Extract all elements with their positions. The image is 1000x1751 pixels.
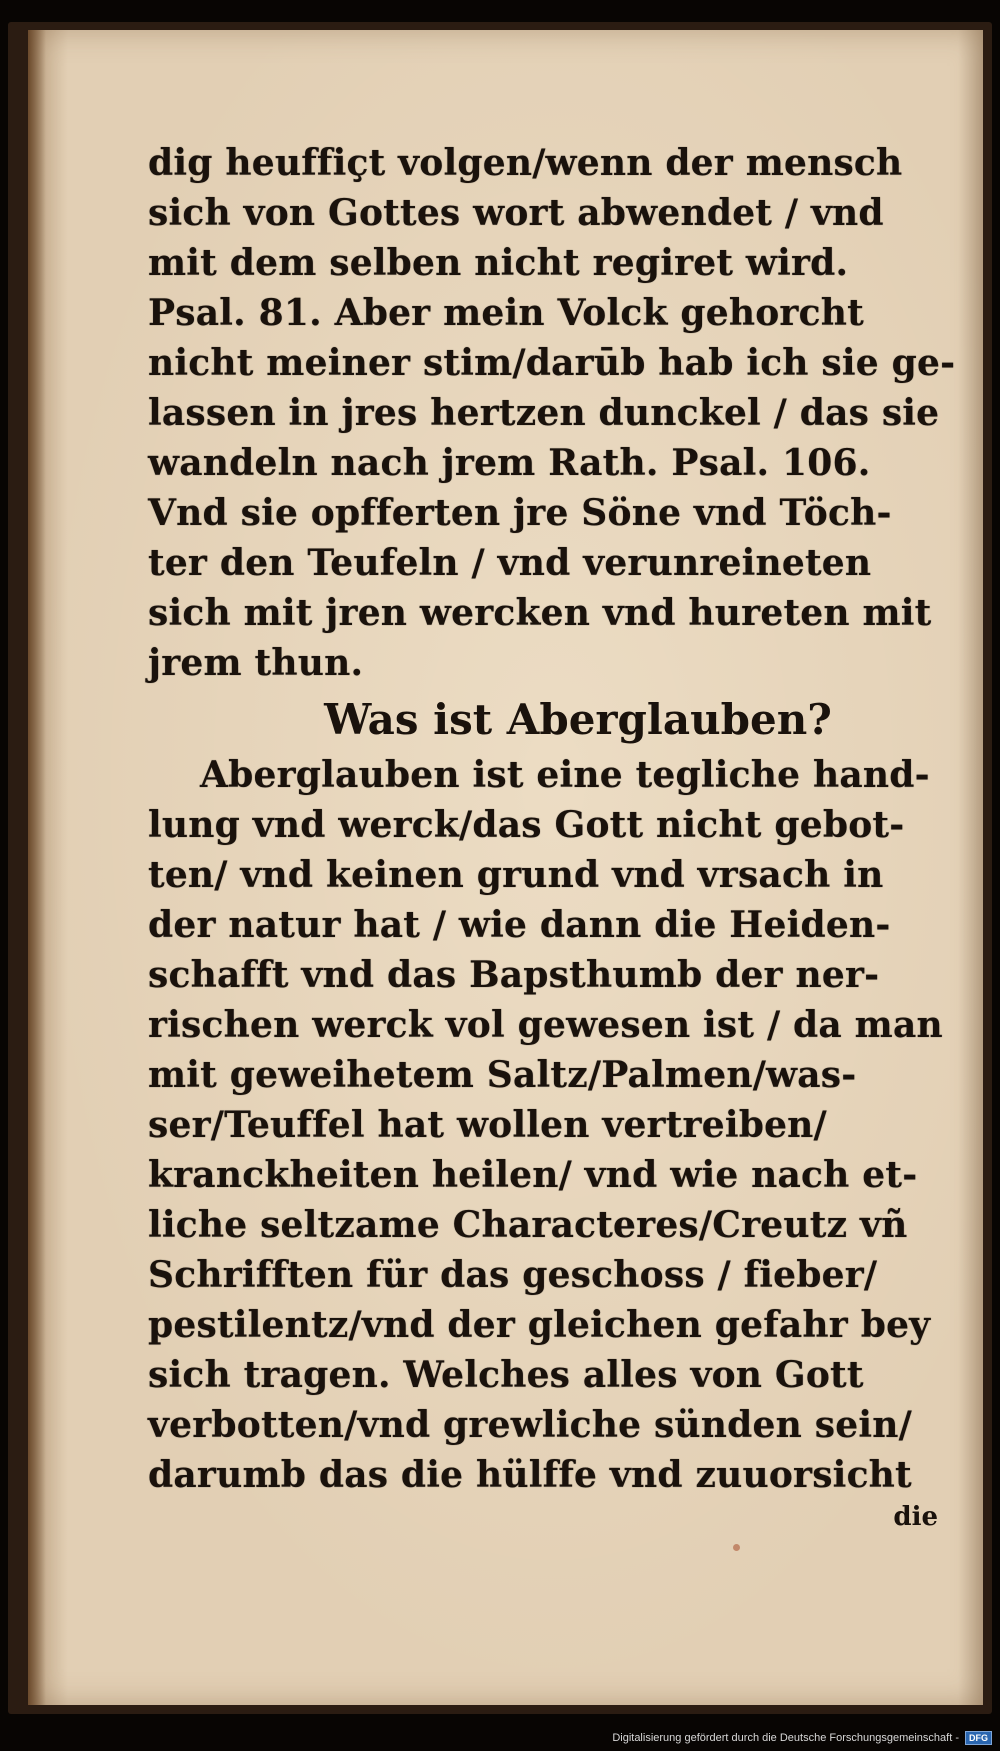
text-line: schafft vnd das Bapsthumb der ner- [148,954,880,996]
text-line: der natur hat / wie dann die Heiden- [148,904,891,946]
paper-stain [733,1544,740,1551]
text-line: liche seltzame Characteres/Creutz vñ [148,1204,908,1246]
text-line: Vnd sie opfferten jre Söne vnd Töch- [148,492,892,534]
text-line: ten/ vnd keinen grund vnd vrsach in [148,854,884,896]
text-line: rischen werck vol gewesen ist / da man [148,1004,943,1046]
text-line: sich von Gottes wort abwendet / vnd [148,192,884,234]
text-line: wandeln nach jrem Rath. Psal. 106. [148,442,871,484]
text-line: lassen in jres hertzen dunckel / das sie [148,392,940,434]
text-line: sich mit jren wercken vnd hureten mit [148,592,932,634]
text-line: nicht meiner stim/darūb hab ich sie ge- [148,342,956,384]
text-line: sich tragen. Welches alles von Gott [148,1354,864,1396]
section-heading: Was ist Aberglauben? [324,695,832,744]
text-line: Aberglauben ist eine tegliche hand- [200,754,930,796]
text-line: darumb das die hülffe vnd zuuorsicht [148,1454,912,1496]
text-line: ser/Teuffel hat wollen vertreiben/ [148,1104,827,1146]
spine-shadow [28,30,46,1705]
page-text [148,138,956,1534]
text-line: mit geweihetem Saltz/Palmen/was- [148,1054,857,1096]
text-line: pestilentz/vnd der gleichen gefahr bey [148,1304,931,1346]
text-line: mit dem selben nicht regiret wird. [148,242,849,284]
text-line: lung vnd werck/das Gott nicht gebot- [148,804,905,846]
text-line: jrem thun. [148,642,364,684]
paragraph-top [148,138,956,688]
dfg-logo: DFG [965,1731,992,1745]
text-line: verbotten/vnd grewliche sünden sein/ [148,1404,912,1446]
text-line: Schrifften für das geschoss / fieber/ [148,1254,878,1296]
text-line: ter den Teufeln / vnd verunreineten [148,542,872,584]
paragraph-bottom [148,750,948,1500]
footer-credit: Digitalisierung gefördert durch die Deutsche Forschungsgemeinschaft - [612,1732,959,1744]
text-line: dig heuffiҫt volgen/wenn der mensch [148,142,903,184]
digitization-footer [612,1731,992,1745]
text-line: Psal. 81. Aber mein Volck gehorcht [148,292,864,334]
catchword: die [893,1502,938,1532]
text-line: kranckheiten heilen/ vnd wie nach et- [148,1154,918,1196]
